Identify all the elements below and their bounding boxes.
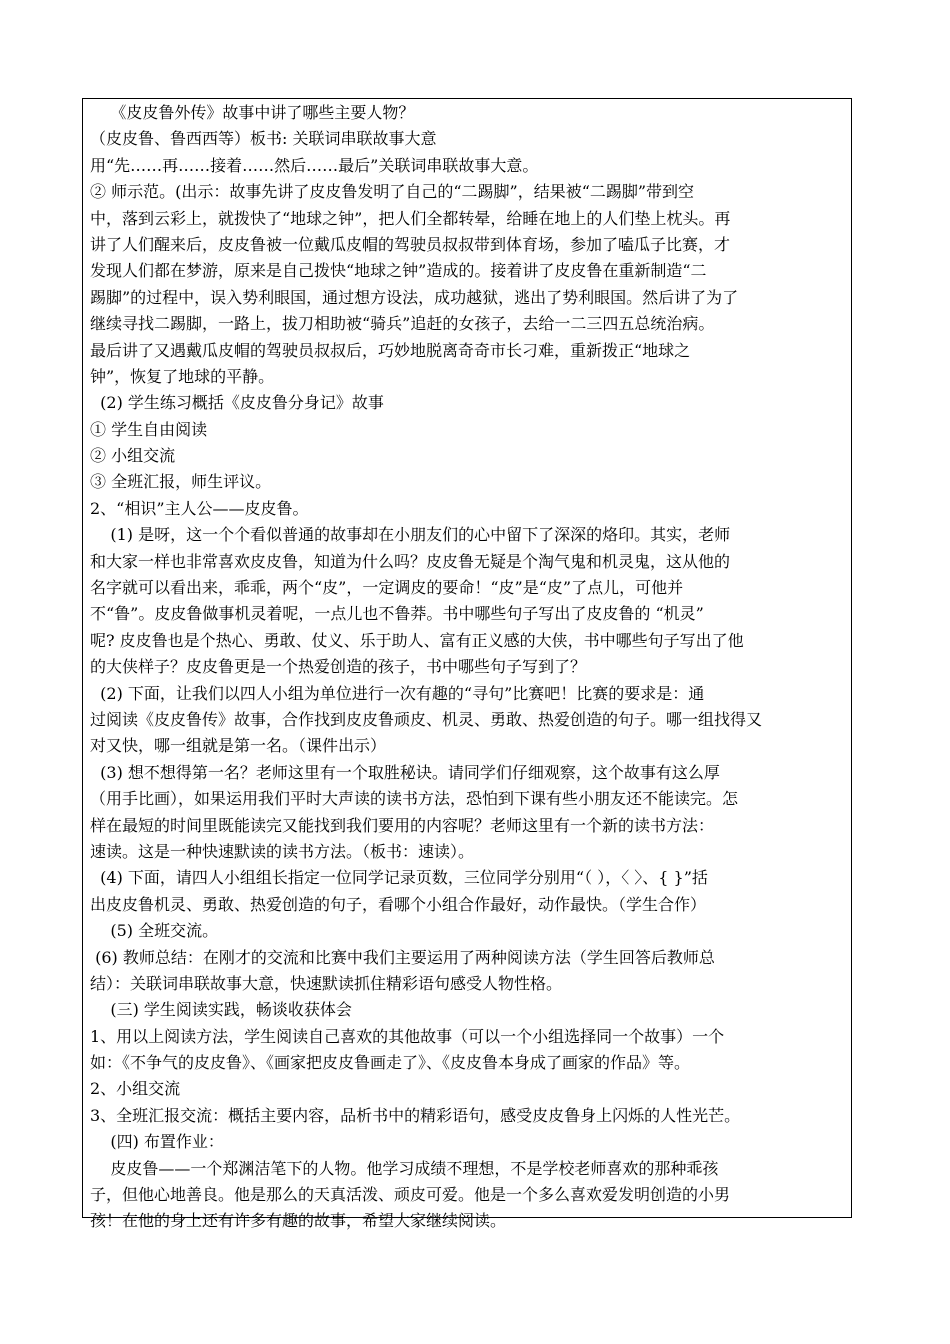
- text-line: 中，落到云彩上，就拨快了“地球之钟”，把人们全都转晕，给睡在地上的人们垫上枕头。再: [90, 208, 731, 228]
- text-line: 子，但他心地善良。他是那么的天真活泼、顽皮可爱。他是一个多么喜欢爱发明创造的小男: [90, 1185, 731, 1205]
- document-body: [90, 100, 846, 1235]
- text-line: 《皮皮鲁外传》故事中讲了哪些主要人物？: [90, 103, 415, 122]
- text-line: (3) 想不想得第一名？老师这里有一个取胜秘诀。请同学们仔细观察，这个故事有这么厚: [90, 762, 720, 782]
- text-line: (三) 学生阅读实践，畅谈收获体会: [90, 1000, 352, 1020]
- text-line: 3、全班汇报交流：概括主要内容，品析书中的精彩语句，感受皮皮鲁身上闪烁的人性光芒。: [90, 1105, 741, 1125]
- text-line: ① 学生自由阅读: [90, 419, 208, 439]
- text-line: 孩！在他的身上还有许多有趣的故事，希望大家继续阅读。: [90, 1211, 507, 1231]
- text-line: 的大侠样子？皮皮鲁更是一个热爱创造的孩子，书中哪些句子写到了？: [90, 657, 587, 677]
- text-line: (四) 布置作业：: [90, 1132, 224, 1152]
- text-line: （用手比画），如果运用我们平时大声读的读书方法，恐怕到下课有些小朋友还不能读完。怎: [90, 789, 739, 809]
- text-line: 速读。这是一种快速默读的读书方法。（板书：速读）。: [90, 841, 475, 861]
- text-line: (5) 全班交流。: [90, 921, 219, 941]
- text-line: 讲了人们醒来后，皮皮鲁被一位戴瓜皮帽的驾驶员叔叔带到体育场，参加了嗑瓜子比赛，才: [90, 234, 731, 254]
- text-line: (1) 是呀，这一个个看似普通的故事却在小朋友们的心中留下了深深的烙印。其实，老师: [90, 525, 731, 545]
- text-line: 对又快，哪一组就是第一名。（课件出示）: [90, 736, 387, 756]
- text-line: 名字就可以看出来，乖乖，两个“皮”，一定调皮的要命！“皮”是“皮”了点儿，可他并: [90, 578, 684, 598]
- text-line: 和大家一样也非常喜欢皮皮鲁，知道为什么吗？皮皮鲁无疑是个淘气鬼和机灵鬼，这从他的: [90, 551, 731, 571]
- text-line: 过阅读《皮皮鲁传》故事，合作找到皮皮鲁顽皮、机灵、勇敢、热爱创造的句子。哪一组找得又: [90, 709, 763, 729]
- text-line: 踢脚”的过程中，误入势利眼国，通过想方设法，成功越狱，逃出了势利眼国。然后讲了为了: [90, 287, 739, 307]
- text-line: 2、“相识”主人公——皮皮鲁。: [90, 498, 309, 518]
- text-line: 样在最短的时间里既能读完又能找到我们要用的内容呢？老师这里有一个新的读书方法：: [90, 815, 715, 835]
- text-line: 继续寻找二踢脚，一路上，拔刀相助被“骑兵”追赶的女孩子，去给一二三四五总统治病。: [90, 314, 715, 334]
- text-line: 不“鲁”。皮皮鲁做事机灵着呢，一点儿也不鲁莽。书中哪些句子写出了皮皮鲁的 “机灵”: [90, 604, 704, 624]
- text-line: ③ 全班汇报，师生评议。: [90, 472, 272, 492]
- text-line: (2) 下面，让我们以四人小组为单位进行一次有趣的“寻句”比赛吧！比赛的要求是：通: [90, 683, 705, 703]
- text-line: 1、用以上阅读方法，学生阅读自己喜欢的其他故事（可以一个小组选择同一个故事）一个: [90, 1026, 725, 1046]
- text-line: （皮皮鲁、鲁西西等）板书: 关联词串联故事大意: [90, 129, 437, 149]
- text-line: 呢? 皮皮鲁也是个热心、勇敢、仗义、乐于助人、富有正义感的大侠，书中哪些句子写出了他: [90, 630, 744, 650]
- text-line: 最后讲了又遇戴瓜皮帽的驾驶员叔叔后，巧妙地脱离奇奇市长刁难，重新拨正“地球之: [90, 340, 691, 360]
- text-line: ② 师示范。(出示：故事先讲了皮皮鲁发明了自己的“二踢脚”，结果被“二踢脚”带到空: [90, 182, 695, 202]
- text-line: 钟”，恢复了地球的平静。: [90, 366, 275, 386]
- text-line: 出皮皮鲁机灵、勇敢、热爱创造的句子，看哪个小组合作最好，动作最快。（学生合作）: [90, 894, 707, 914]
- text-line: (4) 下面，请四人小组组长指定一位同学记录页数，三位同学分别用“（ ），〈 〉、{ }”括: [90, 868, 708, 888]
- text-line: (6) 教师总结：在刚才的交流和比赛中我们主要运用了两种阅读方法（学生回答后教师总: [90, 947, 715, 967]
- text-line: 2、小组交流: [90, 1079, 181, 1099]
- text-line: 皮皮鲁——一个郑渊洁笔下的人物。他学习成绩不理想，不是学校老师喜欢的那种乖孩: [90, 1158, 719, 1178]
- text-line: 结）：关联词串联故事大意，快速默读抓住精彩语句感受人物性格。: [90, 973, 563, 993]
- text-line: ② 小组交流: [90, 446, 176, 466]
- text-line: 发现人们都在梦游，原来是自己拨快“地球之钟”造成的。接着讲了皮皮鲁在重新制造“二: [90, 261, 707, 281]
- text-line: (2) 学生练习概括《皮皮鲁分身记》故事: [90, 393, 384, 413]
- text-line: 用“先……再……接着……然后……最后”关联词串联故事大意。: [90, 155, 539, 175]
- text-line: 如：《不争气的皮皮鲁》、《画家把皮皮鲁画走了》、《皮皮鲁本身成了画家的作品》等。: [90, 1053, 691, 1073]
